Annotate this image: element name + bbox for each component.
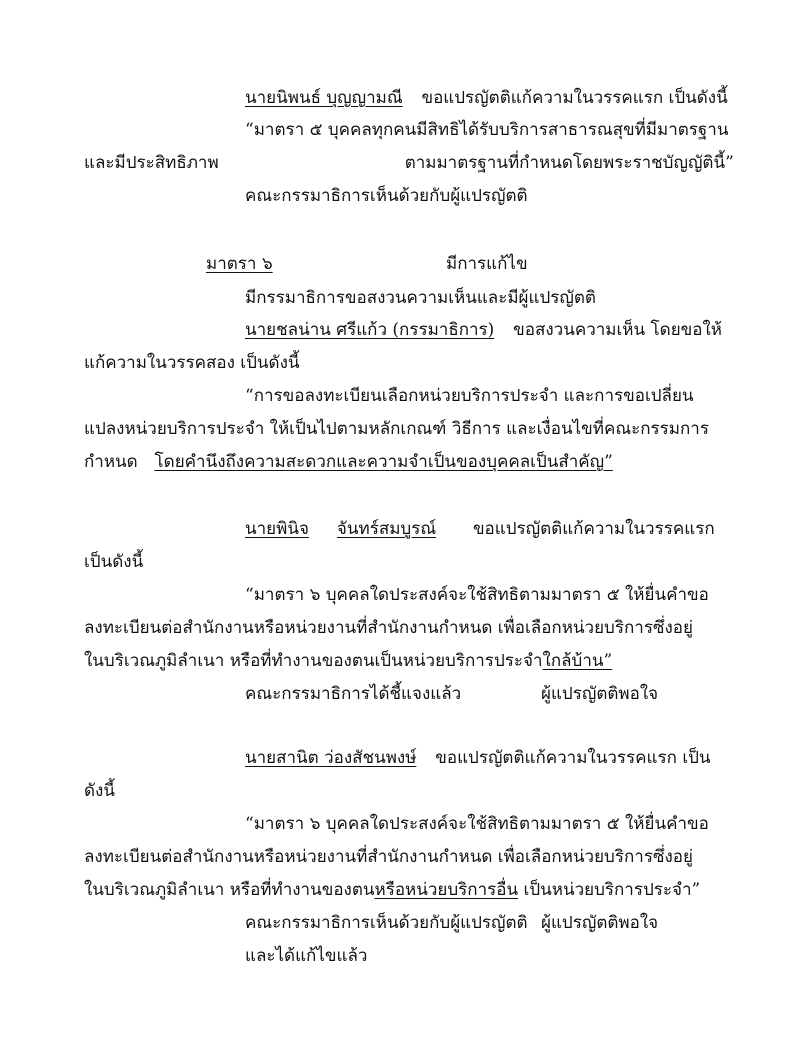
committee-decision: คณะกรรมาธิการได้ชี้แจงแล้ว: [245, 684, 462, 704]
amendment-2-line-4: แปลงหน่วยบริการประจำ ให้เป็นไปตามหลักเกณฑ์ วิธีการ และเงื่อนไขที่คณะกรรมการ: [84, 419, 709, 439]
proposer-name: นายชลน่าน ศรีแก้ว (กรรมาธิการ): [245, 320, 495, 340]
amendment-text: เป็นหน่วยบริการประจำ”: [523, 880, 701, 900]
amendment-4-line-3: “มาตรา ๖ บุคคลใดประสงค์จะใช้สิทธิตามมาตรา ๕ ให้ยื่นคำขอ: [245, 814, 709, 834]
amendment-3-line-5: [84, 649, 612, 673]
amendment-3-line-2: เป็นดังนี้: [84, 552, 144, 572]
amendment-text: ขอแปรญัตติแก้ความในวรรคแรก เป็น: [435, 748, 711, 768]
amendment-text: กำหนด: [84, 452, 138, 472]
amendment-4-line-5: [84, 878, 700, 902]
proposer-name: นายนิพนธ์ บุญญามณี: [245, 88, 403, 108]
amendment-2-line-5: [84, 450, 613, 474]
amendment-4-line-4: ลงทะเบียนต่อสำนักงานหรือหน่วยงานที่สำนักงานกำหนด เพื่อเลือกหน่วยบริการซึ่งอยู่: [84, 847, 693, 867]
amendment-2-line-2: แก้ความในวรรคสอง เป็นดังนี้: [84, 353, 300, 373]
section-note: มีกรรมาธิการขอสงวนความเห็นและมีผู้แปรญัตติ: [245, 288, 596, 308]
amendment-text: ในบริเวณภูมิลำเนา หรือที่ทำงานของตน: [84, 880, 375, 900]
amendment-3-line-1: [245, 517, 715, 541]
amendment-emphasis: ใกล้บ้าน”: [542, 651, 613, 671]
amendment-3-line-4: ลงทะเบียนต่อสำนักงานหรือหน่วยงานที่สำนักงานกำหนด เพื่อเลือกหน่วยบริการซึ่งอยู่: [84, 618, 693, 638]
committee-decision: คณะกรรมาธิการเห็นด้วยกับผู้แปรญัตติ: [245, 913, 528, 933]
amendment-1-line-2: “มาตรา ๕ บุคคลทุกคนมีสิทธิได้รับบริการสาธารณสุขที่มีมาตรฐาน: [245, 120, 729, 140]
amendment-4-line-2: ดังนี้: [84, 781, 115, 801]
amendment-1-line-3: [84, 151, 734, 175]
proposer-response: ผู้แปรญัตติพอใจ: [541, 684, 659, 704]
amendment-1-line-1: [245, 86, 728, 110]
amendment-text: และมีประสิทธิภาพ: [84, 153, 219, 173]
section-status: มีการแก้ไข: [446, 254, 528, 274]
amendment-text: ขอสงวนความเห็น โดยขอให้: [513, 320, 722, 340]
amendment-text: ขอแปรญัตติแก้ความในวรรคแรก เป็นดังนี้: [421, 88, 728, 108]
section-title: มาตรา ๖: [206, 254, 273, 274]
amendment-2-line-3: “การขอลงทะเบียนเลือกหน่วยบริการประจำ และการขอเปลี่ยน: [245, 386, 694, 406]
proposer-name: นายพินิจ จันทร์สมบูรณ์: [245, 519, 437, 539]
amendment-text: ตามมาตรฐานที่กำหนดโดยพระราชบัญญัตินี้”: [404, 153, 734, 173]
committee-decision: คณะกรรมาธิการเห็นด้วยกับผู้แปรญัตติ: [245, 186, 528, 206]
amendment-2-line-1: [245, 318, 722, 342]
proposer-response: ผู้แปรญัตติพอใจ: [541, 913, 659, 933]
amendment-emphasis: โดยคำนึงถึงความสะดวกและความจำเป็นของบุคคลเป็นสำคัญ”: [154, 452, 613, 472]
amendment-3-line-3: “มาตรา ๖ บุคคลใดประสงค์จะใช้สิทธิตามมาตรา ๕ ให้ยื่นคำขอ: [245, 585, 709, 605]
proposer-name: นายสานิต ว่องสัชนพงษ์: [245, 748, 417, 768]
amendment-text: ในบริเวณภูมิลำเนา หรือที่ทำงานของตนเป็นหน่วยบริการประจำ: [84, 651, 543, 671]
committee-note: และได้แก้ไขแล้ว: [245, 946, 368, 966]
amendment-4-line-1: [245, 746, 711, 770]
amendment-emphasis: หรือหน่วยบริการอื่น: [374, 880, 519, 900]
amendment-text: ขอแปรญัตติแก้ความในวรรคแรก: [472, 519, 715, 539]
